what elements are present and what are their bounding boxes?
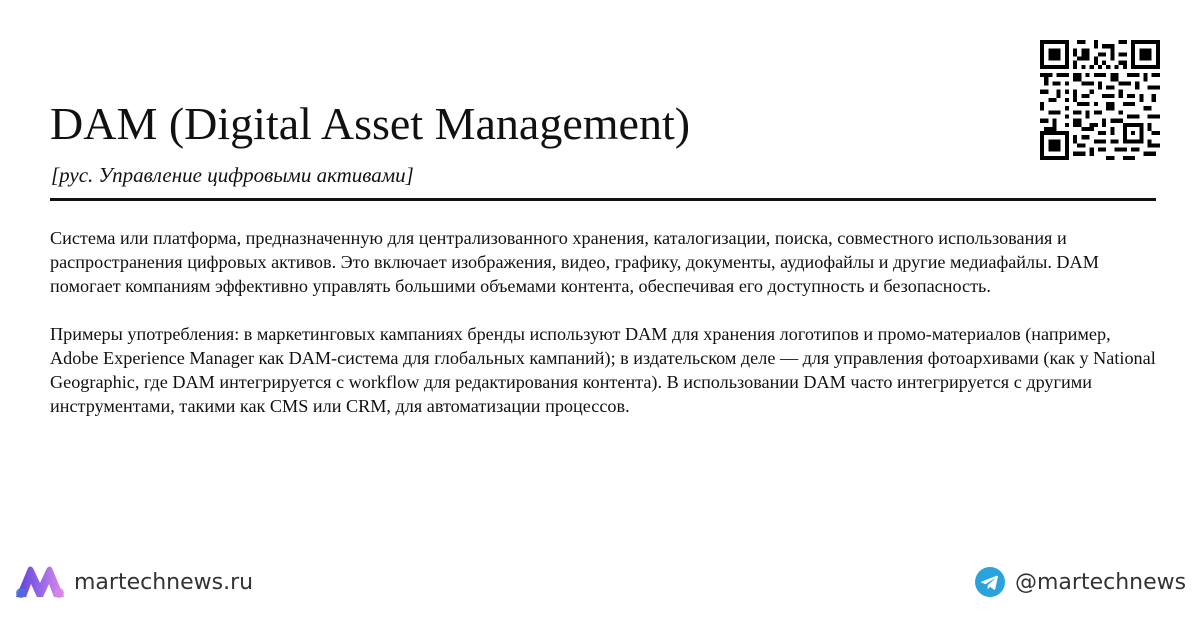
page-title: DAM (Digital Asset Management) <box>50 98 691 149</box>
header-divider <box>50 198 1156 201</box>
page-subtitle: [рус. Управление цифровыми активами] <box>51 163 414 187</box>
telegram-handle: @martechnews <box>1015 569 1187 595</box>
site-url: martechnews.ru <box>74 569 254 595</box>
telegram-icon <box>975 567 1005 597</box>
definition-paragraph: Система или платформа, предназначенную для централизованного хранения, каталогизации, поиска, совместного использования и распространения цифровых активов. Это включает изображения, видео, графику, документы, аудиофайлы и другие медиафайлы. DAM помогает компаниям эффективно управлять большими объемами контента, обеспечивая его доступность и безопасность. <box>50 228 1099 296</box>
martechnews-logo-icon <box>14 565 66 599</box>
usage-examples-paragraph: Примеры употребления: в маркетинговых кампаниях бренды используют DAM для хранения логотипов и промо-материалов (например, Adobe Experience Manager как DAM-система для глобальных кампаний); в издательском деле — для управления фотоархивами (как у National Geographic, где DAM интегрируется с workflow для редактирования контента). В использовании DAM часто интегрируется с другими инструментами, такими как CMS или CRM, для автоматизации процессов. <box>50 324 1156 416</box>
site-brand[interactable] <box>14 565 253 599</box>
definition-body <box>50 226 1160 442</box>
qr-code-icon[interactable] <box>1040 40 1160 160</box>
telegram-link[interactable] <box>975 566 1186 598</box>
